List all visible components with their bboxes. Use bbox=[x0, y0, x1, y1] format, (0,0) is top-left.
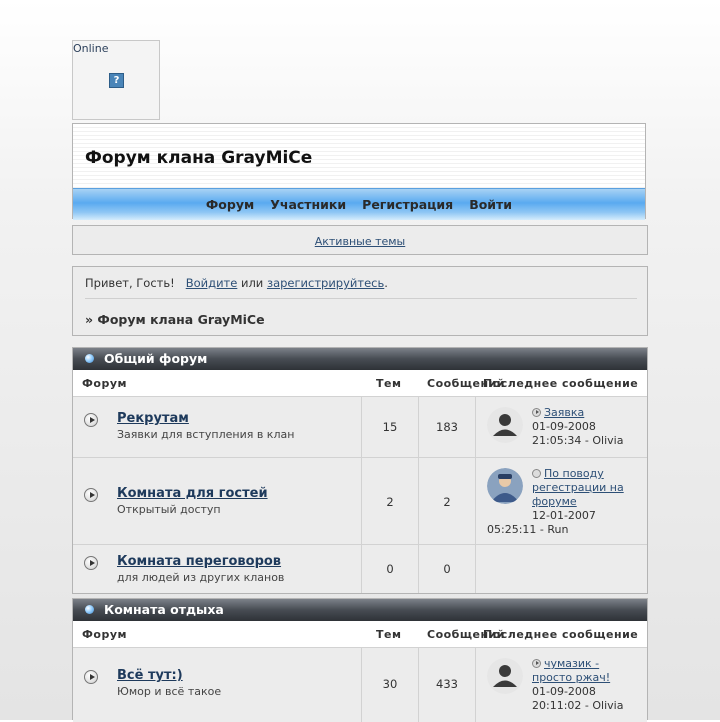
category-lounge bbox=[72, 598, 648, 720]
col-topics: Тем bbox=[376, 377, 402, 390]
welcome-panel bbox=[72, 266, 648, 336]
forum-link-guests[interactable]: Комната для гостей bbox=[117, 486, 268, 501]
forum-description: Открытый доступ bbox=[117, 503, 221, 516]
default-avatar-icon[interactable] bbox=[487, 407, 523, 443]
forum-arrow-icon[interactable] bbox=[84, 413, 98, 427]
greeting-text: Привет, Гость! bbox=[85, 276, 175, 290]
last-post-link[interactable]: Заявка bbox=[544, 406, 585, 419]
posts-count: 0 bbox=[443, 562, 451, 576]
or-text: или bbox=[240, 276, 264, 290]
posts-count: 2 bbox=[443, 495, 451, 509]
last-post-date: 01-09-2008 bbox=[532, 420, 596, 433]
last-post-link-line1[interactable]: чумазик - bbox=[544, 657, 600, 670]
forum-arrow-icon[interactable] bbox=[84, 488, 98, 502]
col-posts: Сообщений bbox=[427, 628, 506, 641]
forum-description: для людей из других кланов bbox=[117, 571, 285, 584]
category-header bbox=[73, 599, 647, 621]
go-to-post-icon[interactable] bbox=[532, 659, 541, 668]
online-status-box bbox=[72, 40, 160, 120]
topics-count: 15 bbox=[382, 420, 398, 434]
last-post-date: 01-09-2008 bbox=[532, 685, 596, 698]
last-post-info bbox=[532, 657, 640, 713]
last-post-time-author: 20:11:02 - Olivia bbox=[532, 699, 624, 712]
last-post-link-line2[interactable]: регестрации на bbox=[532, 481, 624, 494]
col-forum: Форум bbox=[82, 377, 128, 390]
site-title: Форум клана GrayMiCe bbox=[85, 148, 313, 168]
category-header bbox=[73, 348, 647, 370]
category-title: Комната отдыха bbox=[104, 602, 224, 617]
login-link[interactable]: Войдите bbox=[185, 276, 238, 290]
category-general bbox=[72, 347, 648, 594]
question-icon[interactable]: ? bbox=[109, 73, 124, 88]
forum-link-negotiations[interactable]: Комната переговоров bbox=[117, 554, 282, 569]
last-post-date: 12-01-2007 bbox=[532, 509, 596, 522]
main-nav bbox=[73, 188, 645, 220]
divider bbox=[85, 298, 637, 299]
last-post-link-line3[interactable]: форуме bbox=[532, 495, 577, 508]
forum-row bbox=[73, 458, 647, 545]
forum-row bbox=[73, 397, 647, 458]
posts-count: 183 bbox=[436, 420, 458, 434]
topics-count: 2 bbox=[386, 495, 394, 509]
nav-members[interactable]: Участники bbox=[270, 197, 347, 212]
go-to-post-icon[interactable] bbox=[532, 408, 541, 417]
posts-count: 433 bbox=[436, 677, 458, 691]
nav-register[interactable]: Регистрация bbox=[362, 197, 454, 212]
last-post-time-author: 05:25:11 - Run bbox=[487, 523, 569, 536]
forum-row bbox=[73, 648, 647, 722]
column-headers bbox=[73, 621, 647, 648]
topics-count: 30 bbox=[382, 677, 398, 691]
column-headers bbox=[73, 370, 647, 397]
col-last: Последнее сообщение bbox=[483, 628, 639, 641]
default-avatar-icon[interactable] bbox=[487, 658, 523, 694]
forum-row bbox=[73, 545, 647, 593]
last-post-time-author: 21:05:34 - Olivia bbox=[532, 434, 624, 447]
forum-description: Юмор и всё такое bbox=[117, 685, 222, 698]
last-post-info bbox=[532, 406, 640, 448]
forum-arrow-icon[interactable] bbox=[84, 556, 98, 570]
bullet-icon bbox=[85, 605, 94, 614]
last-post-info bbox=[487, 467, 637, 537]
forum-arrow-icon[interactable] bbox=[84, 670, 98, 684]
nav-forum[interactable]: Форум bbox=[205, 197, 255, 212]
col-posts: Сообщений bbox=[427, 377, 506, 390]
forum-header bbox=[72, 123, 646, 219]
active-topics-bar bbox=[72, 225, 648, 255]
breadcrumb: » Форум клана GrayMiCe bbox=[85, 312, 265, 327]
topics-count: 0 bbox=[386, 562, 394, 576]
forum-link-recruits[interactable]: Рекрутам bbox=[117, 411, 189, 426]
period-text: . bbox=[384, 276, 388, 290]
bullet-icon bbox=[85, 354, 94, 363]
col-topics: Тем bbox=[376, 628, 402, 641]
greeting-line bbox=[85, 276, 388, 290]
online-label: Online bbox=[73, 42, 109, 55]
col-forum: Форум bbox=[82, 628, 128, 641]
forum-description: Заявки для вступления в клан bbox=[117, 428, 295, 441]
col-last: Последнее сообщение bbox=[483, 377, 639, 390]
nav-login[interactable]: Войти bbox=[469, 197, 513, 212]
last-post-link-line2[interactable]: просто ржач! bbox=[532, 671, 611, 684]
active-topics-link[interactable]: Активные темы bbox=[314, 235, 406, 248]
register-link[interactable]: зарегистрируйтесь bbox=[266, 276, 385, 290]
forum-link-all-here[interactable]: Всё тут:) bbox=[117, 668, 183, 683]
category-title: Общий форум bbox=[104, 351, 208, 366]
go-to-post-icon[interactable] bbox=[532, 469, 541, 478]
last-post-link-line1[interactable]: По поводу bbox=[544, 467, 604, 480]
